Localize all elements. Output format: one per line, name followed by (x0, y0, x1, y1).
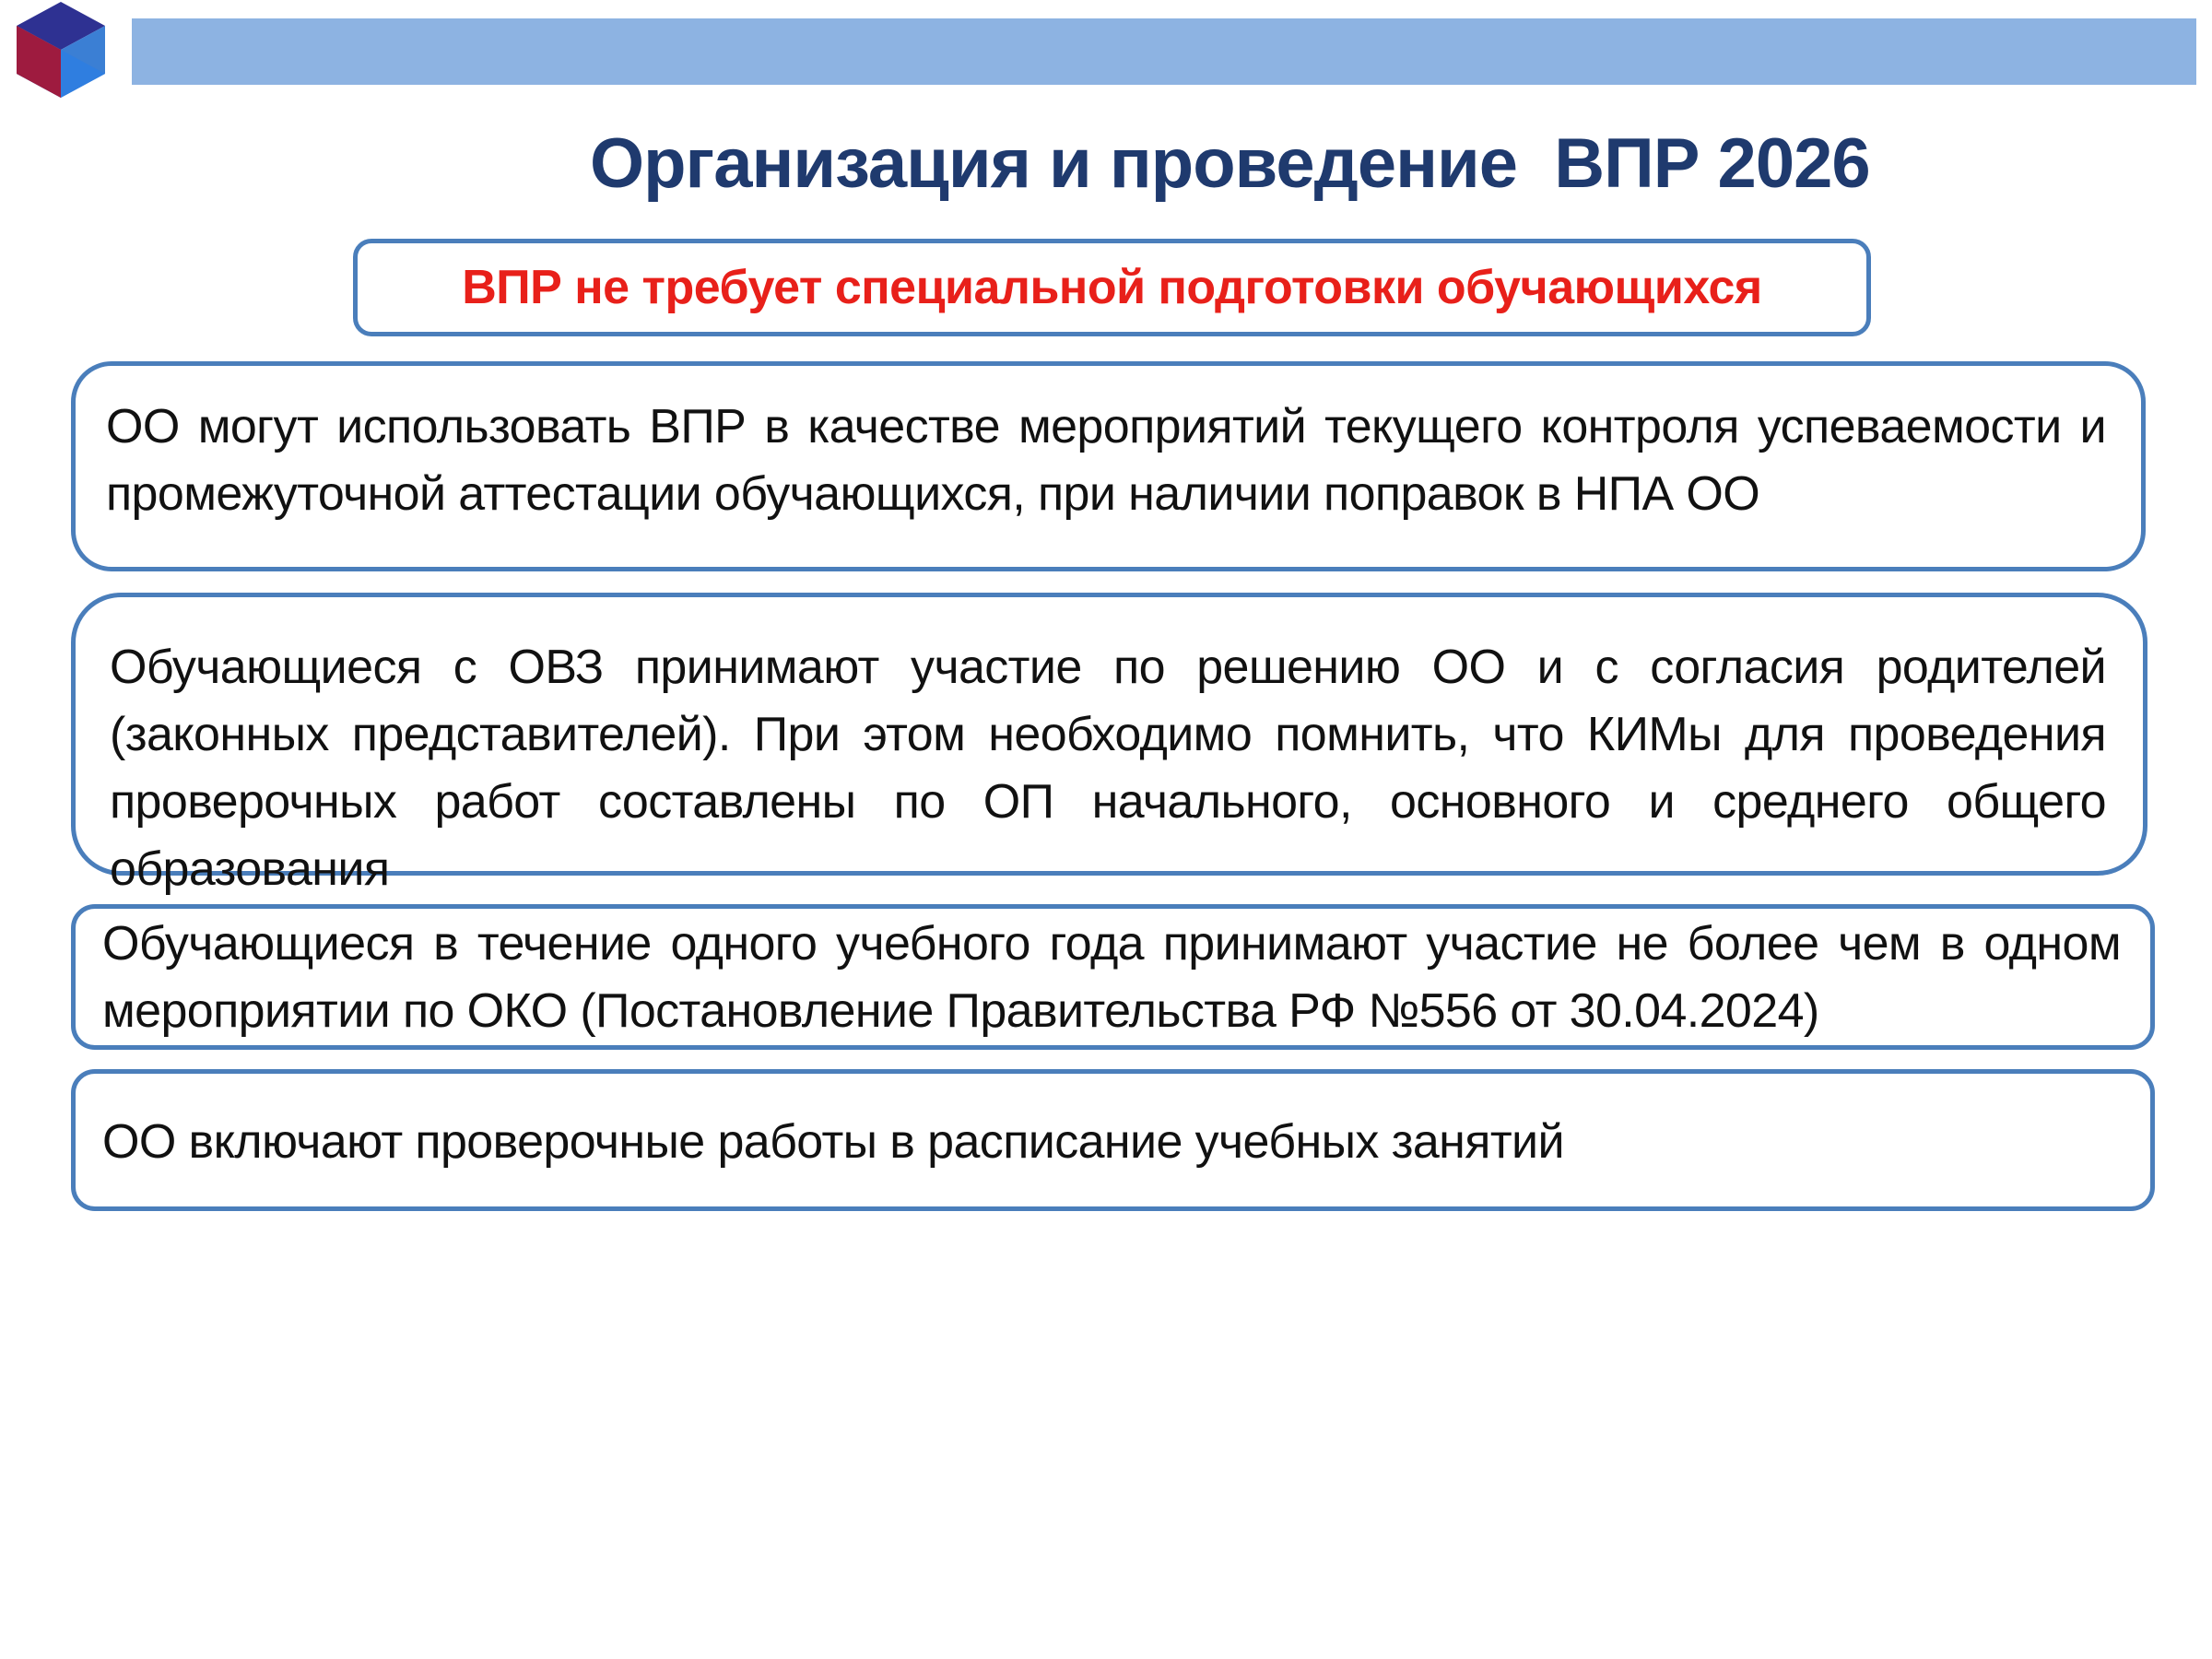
info-text-1: ОО могут использовать ВПР в качестве мероприятий текущего контроля успеваемости и промежуточной аттестации обучающихся, при наличии поправок в НПА ОО (106, 400, 2106, 521)
info-text-2: Обучающиеся с ОВЗ принимают участие по решению ОО и с согласия родителей (законных представителей). При этом необходимо помнить, что КИМы для проведения проверочных работ составлены по ОП начального, основного и среднего общего образования (110, 641, 2106, 896)
banner-text: ВПР не требует специальной подготовки обучающихся (462, 261, 1762, 314)
info-text-4: ОО включают проверочные работы в расписание учебных занятий (102, 1115, 1564, 1169)
header-bar (132, 18, 2196, 85)
page-title: Организация и проведение ВПР 2026 (590, 124, 1870, 203)
cube-logo-icon (13, 0, 109, 101)
banner-box (353, 239, 1871, 336)
info-text-3: Обучающиеся в течение одного учебного года принимают участие не более чем в одном мероприятии по ОКО (Постановление Правительства РФ №556 от 30.04.2024) (102, 917, 2121, 1038)
